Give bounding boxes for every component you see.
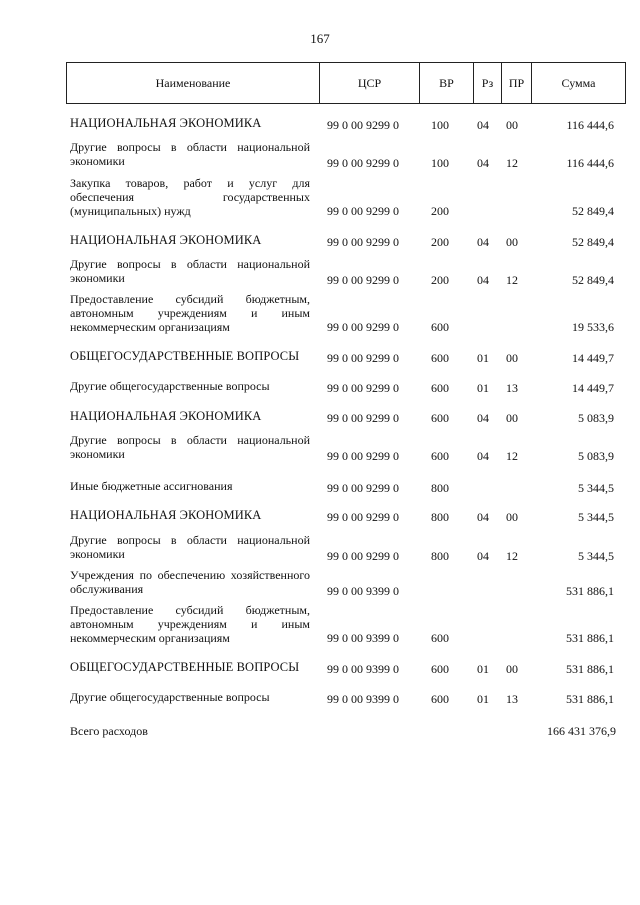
row-name: Предоставление субсидий бюджетным, автономным учреждениям и иным некоммерческим организациям [70,292,310,334]
row-sum: 531 886,1 [566,631,614,645]
table-row [70,603,616,645]
row-csr: 99 0 00 9399 0 [327,584,399,598]
row-sum: 52 849,4 [572,273,614,287]
row-pr: 13 [506,692,518,706]
row-pr: 13 [506,381,518,395]
row-vr: 600 [431,662,449,676]
row-vr: 600 [431,351,449,365]
table-row [70,349,616,365]
row-vr: 600 [431,631,449,645]
row-sum: 5 083,9 [578,449,614,463]
row-csr: 99 0 00 9299 0 [327,411,399,425]
row-pr: 12 [506,156,518,170]
row-vr: 200 [431,235,449,249]
row-csr: 99 0 00 9299 0 [327,235,399,249]
row-csr: 99 0 00 9399 0 [327,662,399,676]
table-row [70,533,616,563]
row-name: Другие общегосударственные вопросы [70,379,270,393]
row-rz: 04 [477,118,489,132]
row-rz: 01 [477,381,489,395]
row-rz: 04 [477,549,489,563]
total-label: Всего расходов [70,724,148,738]
row-sum: 531 886,1 [566,692,614,706]
page-number: 167 [310,31,330,46]
row-sum: 5 344,5 [578,549,614,563]
row-name: Учреждения по обеспечению хозяйственного обслуживания [70,568,310,596]
row-csr: 99 0 00 9299 0 [327,118,399,132]
table-row [70,116,616,132]
row-rz: 01 [477,662,489,676]
row-name: Другие общегосударственные вопросы [70,690,270,704]
row-sum: 52 849,4 [572,204,614,218]
row-name: НАЦИОНАЛЬНАЯ ЭКОНОМИКА [70,116,262,130]
table-row [70,568,616,598]
row-name: Другие вопросы в области национальной экономики [70,533,310,561]
row-name: НАЦИОНАЛЬНАЯ ЭКОНОМИКА [70,233,262,247]
table-row [70,140,616,170]
row-sum: 14 449,7 [572,381,614,395]
row-vr: 600 [431,449,449,463]
row-vr: 800 [431,481,449,495]
row-name: НАЦИОНАЛЬНАЯ ЭКОНОМИКА [70,508,262,522]
row-vr: 600 [431,381,449,395]
table-row [70,292,616,334]
row-pr: 00 [506,351,518,365]
row-csr: 99 0 00 9299 0 [327,204,399,218]
row-csr: 99 0 00 9299 0 [327,351,399,365]
table-row [70,379,616,395]
row-vr: 800 [431,549,449,563]
row-rz: 04 [477,273,489,287]
table-row [70,176,616,218]
row-name: Иные бюджетные ассигнования [70,479,233,493]
row-rz: 04 [477,235,489,249]
row-name: Закупка товаров, работ и услуг для обеспечения государственных (муниципальных) нужд [70,176,310,218]
row-name: Другие вопросы в области национальной экономики [70,140,310,168]
table-header [66,62,626,104]
row-rz: 04 [477,411,489,425]
row-pr: 12 [506,273,518,287]
row-pr: 00 [506,662,518,676]
row-vr: 800 [431,510,449,524]
row-sum: 531 886,1 [566,584,614,598]
table-row [70,409,616,425]
row-sum: 52 849,4 [572,235,614,249]
header-pr: ПР [502,63,532,103]
row-vr: 200 [431,204,449,218]
row-sum: 5 344,5 [578,510,614,524]
row-rz: 04 [477,510,489,524]
row-vr: 200 [431,273,449,287]
row-pr: 12 [506,549,518,563]
row-vr: 600 [431,320,449,334]
row-sum: 14 449,7 [572,351,614,365]
row-sum: 19 533,6 [572,320,614,334]
row-pr: 00 [506,118,518,132]
table-row [70,433,616,463]
header-csr: ЦСР [320,63,420,103]
row-pr: 00 [506,235,518,249]
header-name: Наименование [67,63,320,103]
row-name: НАЦИОНАЛЬНАЯ ЭКОНОМИКА [70,409,262,423]
table-row [70,690,616,706]
row-pr: 00 [506,411,518,425]
row-csr: 99 0 00 9299 0 [327,549,399,563]
row-rz: 01 [477,692,489,706]
table-row [70,660,616,676]
header-rz: Рз [474,63,502,103]
row-name: Предоставление субсидий бюджетным, автономным учреждениям и иным некоммерческим организациям [70,603,310,645]
row-rz: 04 [477,156,489,170]
row-vr: 600 [431,692,449,706]
row-csr: 99 0 00 9299 0 [327,273,399,287]
table-row [70,508,616,524]
row-name: Другие вопросы в области национальной экономики [70,257,310,285]
row-csr: 99 0 00 9299 0 [327,481,399,495]
header-vr: ВР [420,63,474,103]
row-csr: 99 0 00 9299 0 [327,156,399,170]
row-pr: 12 [506,449,518,463]
table-row [70,233,616,249]
row-vr: 100 [431,118,449,132]
row-name: Другие вопросы в области национальной экономики [70,433,310,461]
row-vr: 100 [431,156,449,170]
row-pr: 00 [506,510,518,524]
row-sum: 116 444,6 [566,118,614,132]
row-name: ОБЩЕГОСУДАРСТВЕННЫЕ ВОПРОСЫ [70,660,300,674]
row-csr: 99 0 00 9299 0 [327,449,399,463]
row-sum: 531 886,1 [566,662,614,676]
row-csr: 99 0 00 9399 0 [327,631,399,645]
row-csr: 99 0 00 9299 0 [327,381,399,395]
row-sum: 5 344,5 [578,481,614,495]
row-vr: 600 [431,411,449,425]
row-csr: 99 0 00 9299 0 [327,510,399,524]
row-rz: 04 [477,449,489,463]
table-row [70,257,616,287]
table-row [70,479,616,495]
row-csr: 99 0 00 9399 0 [327,692,399,706]
row-csr: 99 0 00 9299 0 [327,320,399,334]
row-rz: 01 [477,351,489,365]
row-sum: 116 444,6 [566,156,614,170]
header-sum: Сумма [561,75,596,90]
row-name: ОБЩЕГОСУДАРСТВЕННЫЕ ВОПРОСЫ [70,349,300,363]
total-sum: 166 431 376,9 [547,724,616,738]
row-sum: 5 083,9 [578,411,614,425]
